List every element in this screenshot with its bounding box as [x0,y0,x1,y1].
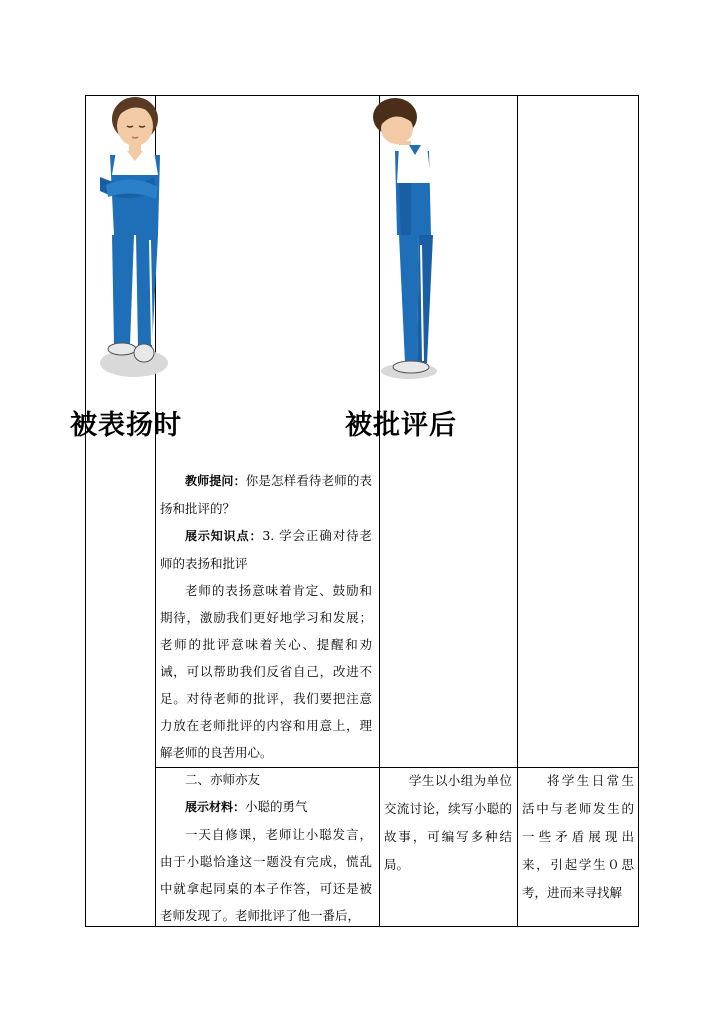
praised-student-illustration [92,95,172,380]
student-activity-cell [384,767,512,879]
knowledge-label: 展示知识点： [185,529,263,543]
table-left-border [85,95,86,927]
criticized-student-illustration [365,95,445,380]
material-label: 展示材料： [185,800,246,814]
teacher-question-label: 教师提问： [185,474,246,488]
knowledge-body: 老师的表扬意味着肯定、鼓励和期待，激励我们更好地学习和发展；老师的批评意味着关心、提醒和劝诫，可以帮助我们反省自己，改进不足。对待老师的批评，我们要把注意力放在老师批评的内容和用意上，理解老师的良苦用心。 [160,583,372,760]
criticized-caption: 被批评后 [345,410,457,441]
student-activity-text: 学生以小组为单位交流讨论，续写小聪的故事，可编写多种结局。 [384,773,512,872]
design-intent-text: 将学生日常生活中与老师发生的一些矛盾展现出来，引起学生０思考，进而来寻找解 [522,773,634,900]
teaching-content-lower [160,766,372,929]
knowledge-point: 展示知识点：3. 学会正确对待老师的表扬和批评 [160,528,372,571]
teaching-content-upper [160,467,372,766]
section-heading: 二、亦师亦友 [185,772,261,787]
teacher-question: 教师提问：你是怎样看待老师的表扬和批评的？ [160,473,372,516]
praised-caption: 被表扬时 [70,410,182,441]
material-line: 展示材料：小聪的勇气 [185,799,308,814]
table-right-border [638,95,639,927]
table-col-divider-3 [517,95,518,927]
story-text: 一天自修课，老师让小聪发言，由于小聪恰逢这一题没有完成，慌乱中就拿起同桌的本子作答，可还是被老师发现了。老师批评了他一番后， [160,827,372,923]
design-intent-cell [522,767,634,907]
